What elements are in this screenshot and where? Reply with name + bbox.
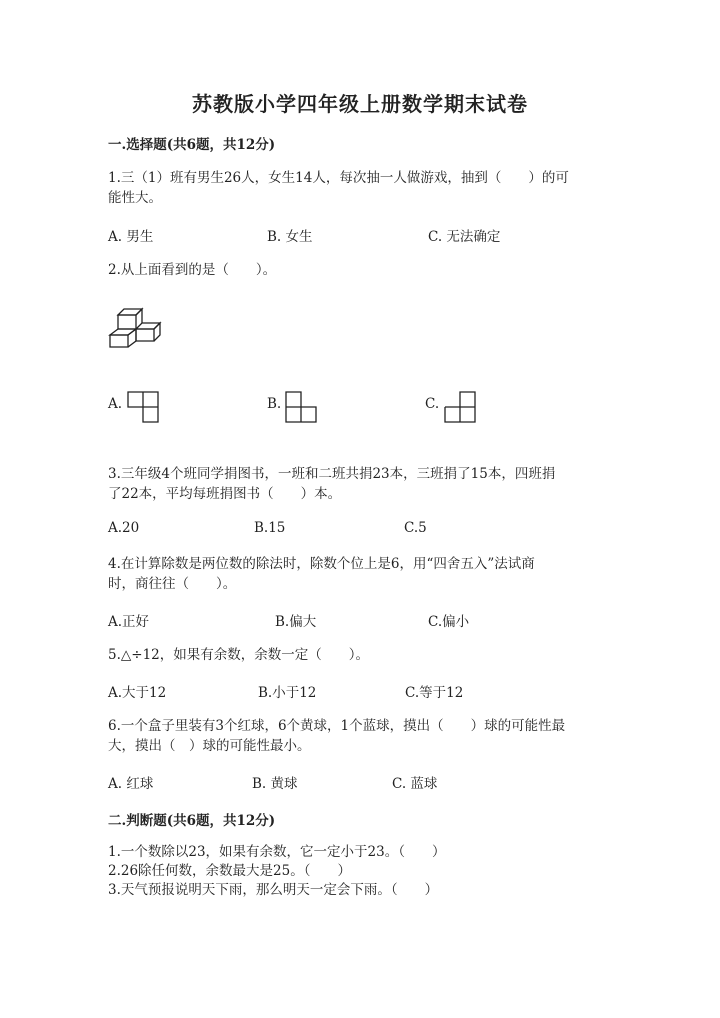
- judge-item-3: 3.天气预报说明天下雨，那么明天一定会下雨。（ ）: [108, 882, 439, 898]
- top-view-option-b: [286, 392, 318, 424]
- question-1-line-2: 能性大。: [108, 190, 162, 206]
- question-2-option-b: B.: [267, 396, 282, 412]
- judge-item-2: 2.26除任何数，余数最大是25。（ ）: [108, 863, 351, 879]
- question-5-option-c: C.等于12: [405, 685, 464, 701]
- question-3-line-2: 了22本，平均每班捐图书（ ）本。: [108, 486, 342, 502]
- question-5-option-b: B.小于12: [258, 685, 317, 701]
- question-4-line-2: 时，商往往（ ）。: [108, 576, 237, 592]
- cube-stack-figure: [108, 305, 164, 351]
- question-6-line-1: 6.一个盒子里装有3个红球，6个黄球，1个蓝球，摸出（ ）球的可能性最: [108, 718, 566, 734]
- question-6-option-b: B. 黄球: [252, 776, 298, 792]
- judge-item-1: 1.一个数除以23，如果有余数，它一定小于23。（ ）: [108, 844, 446, 860]
- question-4-line-1: 4.在计算除数是两位数的除法时，除数个位上是6，用“四舍五入”法试商: [108, 556, 535, 572]
- question-6-option-a: A. 红球: [108, 776, 154, 792]
- question-6-option-c: C. 蓝球: [392, 776, 438, 792]
- question-5-text: 5.△÷12，如果有余数，余数一定（ ）。: [108, 647, 370, 663]
- question-4-option-a: A.正好: [108, 614, 150, 630]
- top-view-option-a: [128, 392, 160, 424]
- question-4-option-c: C.偏小: [428, 614, 470, 630]
- question-2-text: 2.从上面看到的是（ ）。: [108, 262, 277, 278]
- question-6-line-2: 大，摸出（ ）球的可能性最小。: [108, 738, 311, 754]
- top-view-option-c: [445, 392, 477, 424]
- question-1-option-c: C. 无法确定: [428, 229, 501, 245]
- section-heading-judge: 二.判断题(共6题，共12分): [108, 813, 276, 829]
- question-1-option-b: B. 女生: [267, 229, 313, 245]
- page-title: 苏教版小学四年级上册数学期末试卷: [192, 92, 528, 116]
- question-2-option-a: A.: [108, 396, 123, 412]
- question-3-option-a: A.20: [108, 520, 140, 536]
- question-3-option-b: B.15: [254, 520, 286, 536]
- question-4-option-b: B.偏大: [275, 614, 317, 630]
- question-5-option-a: A.大于12: [108, 685, 167, 701]
- question-1-line-1: 1.三（1）班有男生26人，女生14人，每次抽一人做游戏，抽到（ ）的可: [108, 170, 569, 186]
- question-3-option-c: C.5: [404, 520, 427, 536]
- question-2-option-c: C.: [425, 396, 440, 412]
- question-1-option-a: A. 男生: [108, 229, 154, 245]
- question-3-line-1: 3.三年级4个班同学捐图书，一班和二班共捐23本，三班捐了15本，四班捐: [108, 466, 556, 482]
- section-heading-choice: 一.选择题(共6题，共12分): [108, 137, 276, 153]
